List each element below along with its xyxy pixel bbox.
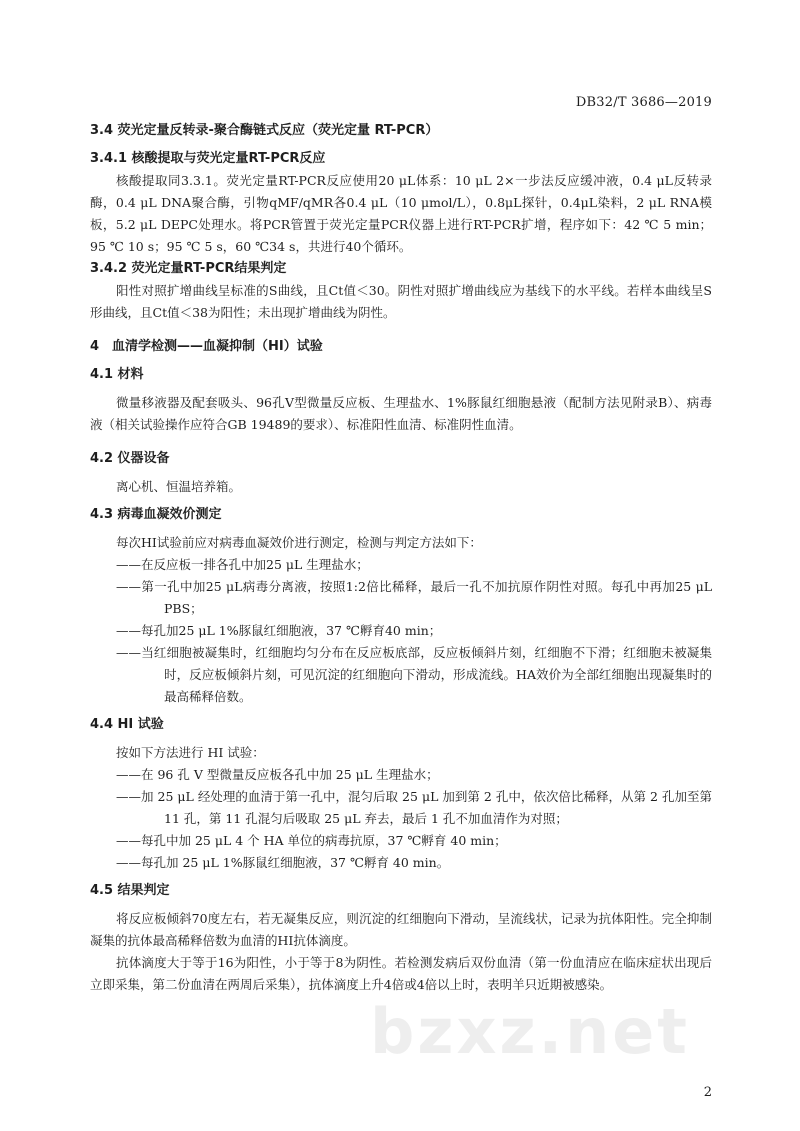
watermark: bzxz.net xyxy=(370,995,690,1068)
section-4-4-title: 4.4 HI 试验 xyxy=(90,717,164,732)
section-4-4-list xyxy=(90,764,712,874)
section-3-4-title: 3.4 荧光定量反转录-聚合酶链式反应（荧光定量 RT-PCR） xyxy=(90,123,439,138)
section-4-1-body: 微量移液器及配套吸头、96孔V型微量反应板、生理盐水、1%豚鼠红细胞悬液（配制方法见附录B）、病毒液（相关试验操作应符合GB 19489的要求）、标准阳性血清、标准阴性血清。 xyxy=(90,395,712,432)
list-item: ——每孔加 25 μL 1%豚鼠红细胞液，37 ℃孵育 40 min。 xyxy=(116,855,450,870)
list-item: ——加 25 μL 经处理的血清于第一孔中，混匀后取 25 μL 加到第 2 孔中，依次倍比稀释，从第 2 孔加至第 11 孔，第 11 孔混匀后吸取 25 μL 弃去，最后 1 孔不加血清作为对照； xyxy=(116,789,712,826)
section-4-3-list xyxy=(90,554,712,708)
list-item: ——每孔中加 25 μL 4 个 HA 单位的病毒抗原，37 ℃孵育 40 min； xyxy=(116,833,507,848)
section-4-3-intro: 每次HI试验前应对病毒血凝效价进行测定，检测与判定方法如下： xyxy=(116,535,482,550)
section-4-3-title: 4.3 病毒血凝效价测定 xyxy=(90,507,222,522)
section-3-4-1-title: 3.4.1 核酸提取与荧光定量RT-PCR反应 xyxy=(90,151,326,166)
section-4-title: 4 血清学检测——血凝抑制（HI）试验 xyxy=(90,339,323,354)
section-3-4-1-body: 核酸提取同3.3.1。荧光定量RT-PCR反应使用20 μL体系：10 μL 2×一步法反应缓冲液，0.4 μL反转录酶，0.4 μL DNA聚合酶，引物qMF/qMR各0.4 μL（10 μmol/L），0.8μL探针，0.4μL染料，2 μL RNA模板，5.2 μL DEPC处理水。将PCR管置于荧光定量PCR仪器上进行RT-PCR扩增，程序如下：42 ℃ 5 min；95 ℃ 10 s；95 ℃ 5 s，60 ℃34 s，共进行40个循环。 xyxy=(90,173,712,254)
section-3-4-2-body: 阳性对照扩增曲线呈标准的S曲线，且Ct值＜30。阴性对照扩增曲线应为基线下的水平线。若样本曲线呈S形曲线，且Ct值＜38为阳性；未出现扩增曲线为阴性。 xyxy=(90,283,712,320)
standard-code: DB32/T 3686—2019 xyxy=(575,95,712,110)
page-number: 2 xyxy=(703,1085,712,1100)
section-3-4-2-title: 3.4.2 荧光定量RT-PCR结果判定 xyxy=(90,261,287,276)
list-item: ——第一孔中加25 μL病毒分离液，按照1:2倍比稀释，最后一孔不加抗原作阴性对照。每孔中再加25 μL PBS； xyxy=(116,579,712,616)
list-item: ——当红细胞被凝集时，红细胞均匀分布在反应板底部，反应板倾斜片刻，红细胞不下滑；红细胞未被凝集时，反应板倾斜片刻，可见沉淀的红细胞向下滑动，形成流线。HA效价为全部红细胞出现凝集时的最高稀释倍数。 xyxy=(116,645,712,704)
section-4-2-title: 4.2 仪器设备 xyxy=(90,451,170,466)
list-item: ——每孔加25 μL 1%豚鼠红细胞液，37 ℃孵育40 min； xyxy=(116,623,442,638)
list-item: ——在 96 孔 V 型微量反应板各孔中加 25 μL 生理盐水； xyxy=(116,767,439,782)
list-item: ——在反应板一排各孔中加25 μL 生理盐水； xyxy=(116,557,369,572)
section-4-4-intro: 按如下方法进行 HI 试验： xyxy=(116,745,265,760)
section-4-2-body: 离心机、恒温培养箱。 xyxy=(116,479,242,494)
section-4-5-paragraph-1: 将反应板倾斜70度左右，若无凝集反应，则沉淀的红细胞向下滑动，呈流线状，记录为抗体阳性。完全抑制凝集的抗体最高稀释倍数为血清的HI抗体滴度。 xyxy=(90,911,712,948)
section-4-1-title: 4.1 材料 xyxy=(90,367,144,382)
page-body xyxy=(90,120,712,996)
section-4-5-title: 4.5 结果判定 xyxy=(90,883,170,898)
section-4-5-paragraph-2: 抗体滴度大于等于16为阳性，小于等于8为阴性。若检测发病后双份血清（第一份血清应在临床症状出现后立即采集，第二份血清在两周后采集），抗体滴度上升4倍或4倍以上时，表明羊只近期被感染。 xyxy=(90,955,712,992)
